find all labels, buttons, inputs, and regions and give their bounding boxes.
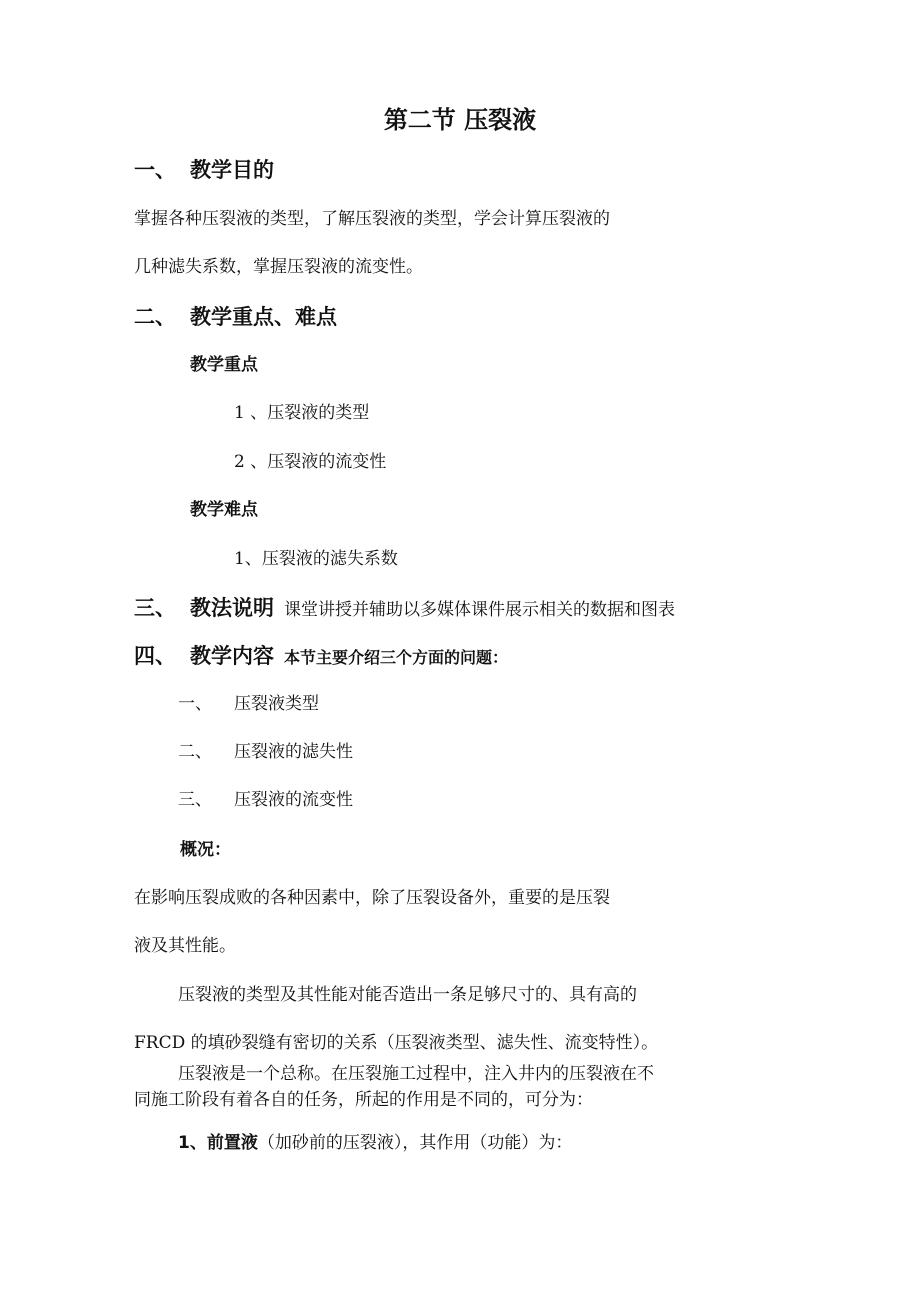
section-title: 教学内容 xyxy=(190,644,274,668)
section-number: 二、 xyxy=(134,305,176,329)
method-description: 课堂讲授并辅助以多媒体课件展示相关的数据和图表 xyxy=(284,600,675,620)
content-item-number: 二、 xyxy=(178,742,212,762)
pad-fluid-term: 前置液 xyxy=(206,1133,258,1153)
section-number: 四、 xyxy=(134,644,176,668)
objective-line-2: 几种滤失系数，掌握压裂液的流变性。 xyxy=(134,257,423,277)
objective-line-1: 掌握各种压裂液的类型，了解压裂液的类型，学会计算压裂液的 xyxy=(134,209,610,229)
overview-p2-line-1: 压裂液的类型及其性能对能否造出一条足够尺寸的、具有高的 xyxy=(178,985,637,1005)
overview-p1-line-1: 在影响压裂成败的各种因素中，除了压裂设备外，重要的是压裂 xyxy=(134,888,610,908)
key-point-item-1: 1 、压裂液的类型 xyxy=(234,403,370,423)
section-title: 教学重点、难点 xyxy=(190,305,337,329)
difficulties-label: 教学难点 xyxy=(190,500,258,520)
overview-p3-line-1: 压裂液是一个总称。在压裂施工过程中，注入井内的压裂液在不 xyxy=(178,1064,654,1084)
content-item-2 xyxy=(178,744,353,761)
pad-fluid-line xyxy=(178,1135,572,1152)
content-item-1 xyxy=(178,696,319,713)
content-item-number: 三、 xyxy=(178,790,212,810)
page-title: 第二节 压裂液 xyxy=(383,106,537,134)
key-point-item-2: 2 、压裂液的流变性 xyxy=(234,452,387,472)
section-heading-objective xyxy=(134,160,274,181)
difficulty-item-1: 1、压裂液的滤失系数 xyxy=(234,549,398,569)
section-title: 教法说明 xyxy=(190,596,274,620)
content-item-text: 压裂液类型 xyxy=(234,694,319,714)
section-heading-key-points xyxy=(134,307,337,328)
content-intro: 本节主要介绍三个方面的问题： xyxy=(284,648,509,667)
overview-label: 概况： xyxy=(180,840,231,860)
section-number: 三、 xyxy=(134,596,176,620)
section-title: 教学目的 xyxy=(190,158,274,182)
section-heading-content xyxy=(134,646,508,667)
pad-fluid-description: （加砂前的压裂液），其作用（功能）为： xyxy=(257,1133,573,1153)
pad-fluid-number: 1、 xyxy=(178,1133,207,1153)
overview-p2-line-2: FRCD 的填砂裂缝有密切的关系（压裂液类型、滤失性、流变特性）。 xyxy=(134,1033,659,1053)
section-number: 一、 xyxy=(134,158,176,182)
content-item-3 xyxy=(178,792,353,809)
key-points-label: 教学重点 xyxy=(190,355,258,375)
content-item-text: 压裂液的流变性 xyxy=(234,790,353,810)
section-heading-method xyxy=(134,598,675,619)
content-item-number: 一、 xyxy=(178,694,212,714)
overview-p1-line-2: 液及其性能。 xyxy=(134,936,236,956)
overview-p3-line-2: 同施工阶段有着各自的任务，所起的作用是不同的，可分为： xyxy=(134,1090,593,1110)
content-item-text: 压裂液的滤失性 xyxy=(234,742,353,762)
